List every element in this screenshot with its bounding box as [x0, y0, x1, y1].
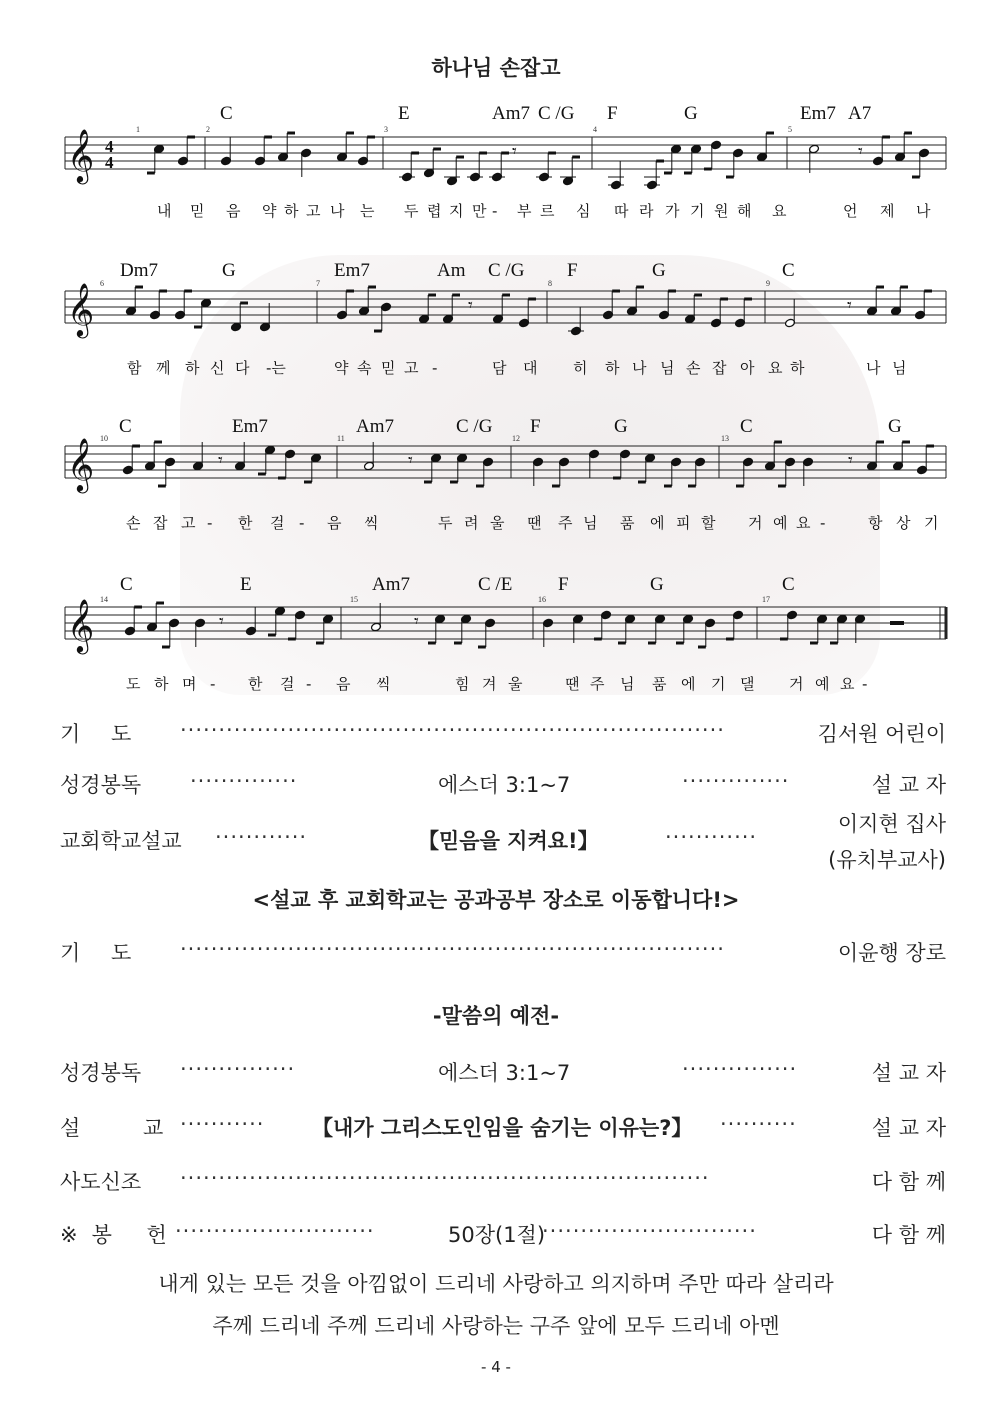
- lyric-syllable: 며: [182, 675, 197, 693]
- order-label: ※봉 헌: [60, 1223, 181, 1247]
- lyric-syllable: 해: [737, 202, 752, 220]
- order-person: 설 교 자: [871, 1061, 946, 1085]
- order-person-role: (유치부교사): [828, 848, 946, 872]
- chord-symbol: C: [120, 574, 133, 595]
- order-children-sermon: [60, 808, 946, 872]
- eighth-rest: 𝄾: [512, 141, 517, 162]
- chord-symbol: G: [614, 416, 628, 437]
- measure-number: 7: [316, 279, 320, 288]
- lyric-syllable: 걸: [280, 675, 295, 693]
- chord-symbol: F: [558, 574, 569, 595]
- lyric-syllable: 품: [620, 514, 635, 532]
- lyric-syllable: 믿: [381, 359, 396, 377]
- lyric-syllable: 기: [924, 514, 939, 532]
- lyric-syllable: 에: [650, 514, 665, 532]
- chord-symbol: G: [652, 260, 666, 281]
- order-person: 다 함 께: [871, 1223, 946, 1247]
- chord-symbol: C: [220, 103, 233, 124]
- lyric-syllable: 님: [660, 359, 675, 377]
- leader-dots: ··············: [682, 769, 790, 793]
- lyric-syllable: 두: [438, 514, 453, 532]
- leader-dots: ············: [215, 825, 308, 849]
- order-content: 【믿음을 지켜요!】: [418, 829, 599, 853]
- lyric-syllable: 요: [840, 675, 855, 693]
- lyric-syllable: 믿: [190, 202, 205, 220]
- lyric-syllable: 히: [573, 359, 588, 377]
- chord-symbol: Am7: [492, 103, 530, 124]
- measure-number: 5: [788, 125, 792, 134]
- lyric-syllable: 울: [508, 675, 523, 693]
- lyric-syllable: 르: [540, 202, 555, 220]
- chord-symbol: G: [222, 260, 236, 281]
- lyric-syllable: 담: [492, 359, 507, 377]
- lyric-syllable: 요: [768, 359, 783, 377]
- chord-symbol: C: [119, 416, 132, 437]
- order-offering: [60, 1219, 946, 1249]
- lyric-syllable: 한: [248, 675, 263, 693]
- measure-number: 14: [100, 595, 108, 604]
- lyric-syllable: 기: [690, 202, 705, 220]
- lyric-syllable: 씩: [364, 514, 379, 532]
- order-creed: [60, 1166, 946, 1196]
- order-prayer-1: [60, 718, 946, 748]
- leader-dots: ·······································································: [180, 718, 725, 742]
- measure-number: 8: [548, 279, 552, 288]
- eighth-rest: 𝄾: [408, 450, 413, 471]
- lyric-syllable: 씩: [376, 675, 391, 693]
- lyric-syllable: 음: [226, 202, 241, 220]
- lyric-syllable: 품: [652, 675, 667, 693]
- leader-dots: ·······································································: [180, 937, 725, 961]
- order-person: 김서원 어린이: [817, 722, 946, 746]
- leader-dots: ···············: [180, 1057, 296, 1081]
- lyric-syllable: 하: [284, 202, 299, 220]
- lyric-syllable: 예: [815, 675, 830, 693]
- lyric-syllable: 에: [681, 675, 696, 693]
- chord-symbol: G: [888, 416, 902, 437]
- lyric-syllable: 아: [740, 359, 755, 377]
- eighth-rest: 𝄾: [847, 295, 852, 316]
- measure-number: 3: [384, 125, 388, 134]
- lyric-syllable: 제: [880, 202, 895, 220]
- order-person: 다 함 께: [871, 1170, 946, 1194]
- eighth-rest: 𝄾: [414, 611, 419, 632]
- lyric-syllable: 고: [306, 202, 321, 220]
- measure-number: 4: [593, 125, 597, 134]
- lyric-syllable: 약: [262, 202, 277, 220]
- measure-number: 6: [100, 279, 104, 288]
- order-scripture-2: [60, 1057, 946, 1087]
- lyric-syllable: 나: [866, 359, 881, 377]
- eighth-rest: 𝄾: [468, 295, 473, 316]
- measure-number: 16: [538, 595, 546, 604]
- lyric-syllable: -: [432, 359, 438, 377]
- lyric-syllable: 손: [686, 359, 701, 377]
- measure-number: 15: [350, 595, 358, 604]
- treble-clef-icon: 𝄞: [67, 128, 95, 182]
- chord-symbol: C: [782, 260, 795, 281]
- treble-clef-icon: 𝄞: [67, 282, 95, 336]
- eighth-rest: 𝄾: [218, 450, 223, 471]
- order-person: 이지현 집사: [837, 812, 946, 836]
- eighth-rest: 𝄾: [219, 611, 224, 632]
- lyric-syllable: 약: [334, 359, 349, 377]
- order-label: 교회학교설교: [60, 829, 182, 853]
- chord-symbol: C /G: [538, 103, 575, 124]
- chord-symbol: Em7: [232, 416, 268, 437]
- lyric-syllable: 부: [517, 202, 532, 220]
- hymn-line-1: 내게 있는 모든 것을 아낌없이 드리네 사랑하고 의지하며 주만 따라 살리라: [158, 1272, 834, 1296]
- lyric-syllable: 나: [916, 202, 931, 220]
- chord-symbol: Am7: [356, 416, 394, 437]
- order-scripture-1: [60, 769, 946, 799]
- order-person: 이윤행 장로: [837, 941, 946, 965]
- leader-dots: ··············: [190, 769, 298, 793]
- leader-dots: ····························: [542, 1219, 757, 1243]
- lyric-syllable: 내: [157, 202, 172, 220]
- treble-clef-icon: 𝄞: [67, 437, 95, 491]
- measure-number: 12: [512, 434, 520, 443]
- lyric-syllable: 님: [892, 359, 907, 377]
- lyric-syllable: 만: [472, 202, 487, 220]
- measure-number: 9: [766, 279, 770, 288]
- leader-dots: ··························: [175, 1219, 375, 1243]
- order-person: 설 교 자: [871, 773, 946, 797]
- lyric-syllable: -: [492, 202, 498, 220]
- lyric-syllable: 께: [156, 359, 171, 377]
- chord-symbol: C /G: [456, 416, 493, 437]
- order-label: 성경봉독: [60, 773, 142, 797]
- lyric-syllable: 하: [790, 359, 805, 377]
- leader-dots: ············: [665, 825, 758, 849]
- lyric-syllable: 걸: [270, 514, 285, 532]
- lyric-syllable: -: [820, 514, 826, 532]
- lyric-syllable: 항: [868, 514, 883, 532]
- lyric-syllable: 댈: [740, 675, 755, 693]
- chord-symbol: Dm7: [120, 260, 158, 281]
- leader-dots: ·····································································: [180, 1166, 710, 1190]
- leader-dots: ··········: [720, 1112, 797, 1136]
- lyric-syllable: 라: [639, 202, 654, 220]
- order-label: 설 교: [60, 1116, 192, 1140]
- lyric-syllable: 가: [665, 202, 680, 220]
- measure-number: 13: [721, 434, 729, 443]
- lyric-syllable: 잡: [153, 514, 168, 532]
- lyric-syllable: 님: [583, 514, 598, 532]
- chord-symbol: E: [240, 574, 252, 595]
- eighth-rest: 𝄾: [858, 141, 863, 162]
- page-number: - 4 -: [481, 1358, 511, 1376]
- order-label: 성경봉독: [60, 1061, 142, 1085]
- chord-symbol: Em7: [800, 103, 836, 124]
- measure-number: 11: [337, 434, 345, 443]
- lyric-syllable: 속: [357, 359, 372, 377]
- lyric-syllable: 렵: [427, 202, 442, 220]
- leader-dots: ···············: [682, 1057, 798, 1081]
- section-title: -말씀의 예전-: [432, 1004, 560, 1028]
- lyric-syllable: 주: [590, 675, 605, 693]
- chord-symbol: C: [782, 574, 795, 595]
- notice-text: <설교 후 교회학교는 공과공부 장소로 이동합니다!>: [252, 888, 740, 912]
- hymn-line-2: 주께 드리네 주께 드리네 사랑하는 구주 앞에 모두 드리네 아멘: [212, 1314, 780, 1338]
- lyric-syllable: 주: [558, 514, 573, 532]
- order-content: 에스더 3:1~7: [438, 773, 571, 797]
- lyric-syllable: 두: [404, 202, 419, 220]
- chord-symbol: C /G: [488, 260, 525, 281]
- lyric-syllable: 울: [490, 514, 505, 532]
- lyric-syllable: 땐: [527, 514, 542, 532]
- lyric-syllable: 하: [154, 675, 169, 693]
- chord-symbol: E: [398, 103, 410, 124]
- lyric-syllable: 나: [632, 359, 647, 377]
- lyric-syllable: 손: [126, 514, 141, 532]
- treble-clef-icon: 𝄞: [67, 598, 95, 652]
- lyric-syllable: 요: [796, 514, 811, 532]
- lyric-syllable: -: [299, 514, 305, 532]
- lyric-syllable: -: [306, 675, 312, 693]
- lyric-syllable: 예: [773, 514, 788, 532]
- song-title: 하나님 손잡고: [431, 56, 561, 80]
- lyric-syllable: 신: [210, 359, 225, 377]
- lyric-syllable: -: [862, 675, 868, 693]
- half-rest: [890, 621, 904, 625]
- chord-symbol: Am7: [372, 574, 410, 595]
- chord-symbol: G: [650, 574, 664, 595]
- chord-symbol: F: [530, 416, 541, 437]
- lyric-syllable: 음: [327, 514, 342, 532]
- lyric-syllable: 심: [576, 202, 591, 220]
- lyric-syllable: 할: [701, 514, 716, 532]
- chord-symbol: Em7: [334, 260, 370, 281]
- lyric-syllable: -: [207, 514, 213, 532]
- lyric-syllable: 함: [127, 359, 142, 377]
- order-label: 사도신조: [60, 1170, 142, 1194]
- lyric-syllable: 기: [711, 675, 726, 693]
- lyric-syllable: 힘: [455, 675, 470, 693]
- order-content: 【내가 그리스도인임을 숨기는 이유는?】: [312, 1116, 693, 1140]
- order-person: 설 교 자: [871, 1116, 946, 1140]
- measure-number: 10: [100, 434, 108, 443]
- chord-symbol: C: [740, 416, 753, 437]
- order-label: 기 도: [60, 722, 144, 746]
- lyric-syllable: 대: [523, 359, 538, 377]
- lyric-syllable: 겨: [482, 675, 497, 693]
- order-content: 에스더 3:1~7: [438, 1061, 571, 1085]
- lyric-syllable: 려: [464, 514, 479, 532]
- lyric-syllable: 원: [714, 202, 729, 220]
- lyric-syllable: 하: [185, 359, 200, 377]
- order-content: 50장(1절): [448, 1223, 546, 1247]
- measure-number: 2: [206, 125, 210, 134]
- lyric-syllable: 따: [614, 202, 629, 220]
- lyric-syllable: 고: [181, 514, 196, 532]
- lyric-syllable: 님: [620, 675, 635, 693]
- chord-symbol: F: [567, 260, 578, 281]
- order-label: 기 도: [60, 941, 144, 965]
- chord-symbol: Am: [437, 260, 466, 281]
- measure-number: 17: [762, 595, 770, 604]
- chord-symbol: C /E: [478, 574, 513, 595]
- lyric-syllable: 상: [896, 514, 911, 532]
- chord-symbol: A7: [848, 103, 872, 124]
- lyric-syllable: 거: [748, 514, 763, 532]
- lyric-syllable: 지: [449, 202, 464, 220]
- lyric-syllable: 나: [330, 202, 345, 220]
- eighth-rest: 𝄾: [848, 450, 853, 471]
- lyric-syllable: 다: [235, 359, 250, 377]
- lyric-syllable: 언: [843, 202, 858, 220]
- leader-dots: ···········: [180, 1112, 265, 1136]
- chord-symbol: G: [684, 103, 698, 124]
- lyric-syllable: 음: [336, 675, 351, 693]
- time-signature-bottom: 4: [105, 153, 114, 172]
- lyric-syllable: 하: [605, 359, 620, 377]
- lyric-syllable: 잡: [712, 359, 727, 377]
- lyric-syllable: 거: [789, 675, 804, 693]
- lyric-syllable: 도: [126, 675, 141, 693]
- lyric-syllable: -: [210, 675, 216, 693]
- time-signature-top: 4: [105, 137, 114, 156]
- lyric-syllable: 고: [404, 359, 419, 377]
- lyric-syllable: -는: [266, 359, 286, 377]
- order-prayer-2: [60, 937, 946, 967]
- lyric-syllable: 요: [772, 202, 787, 220]
- measure-number: 1: [136, 125, 140, 134]
- lyric-syllable: 는: [360, 202, 375, 220]
- order-sermon: [60, 1112, 946, 1142]
- chord-symbol: F: [607, 103, 618, 124]
- lyric-syllable: 땐: [565, 675, 580, 693]
- lyric-syllable: 피: [676, 514, 691, 532]
- lyric-syllable: 한: [238, 514, 253, 532]
